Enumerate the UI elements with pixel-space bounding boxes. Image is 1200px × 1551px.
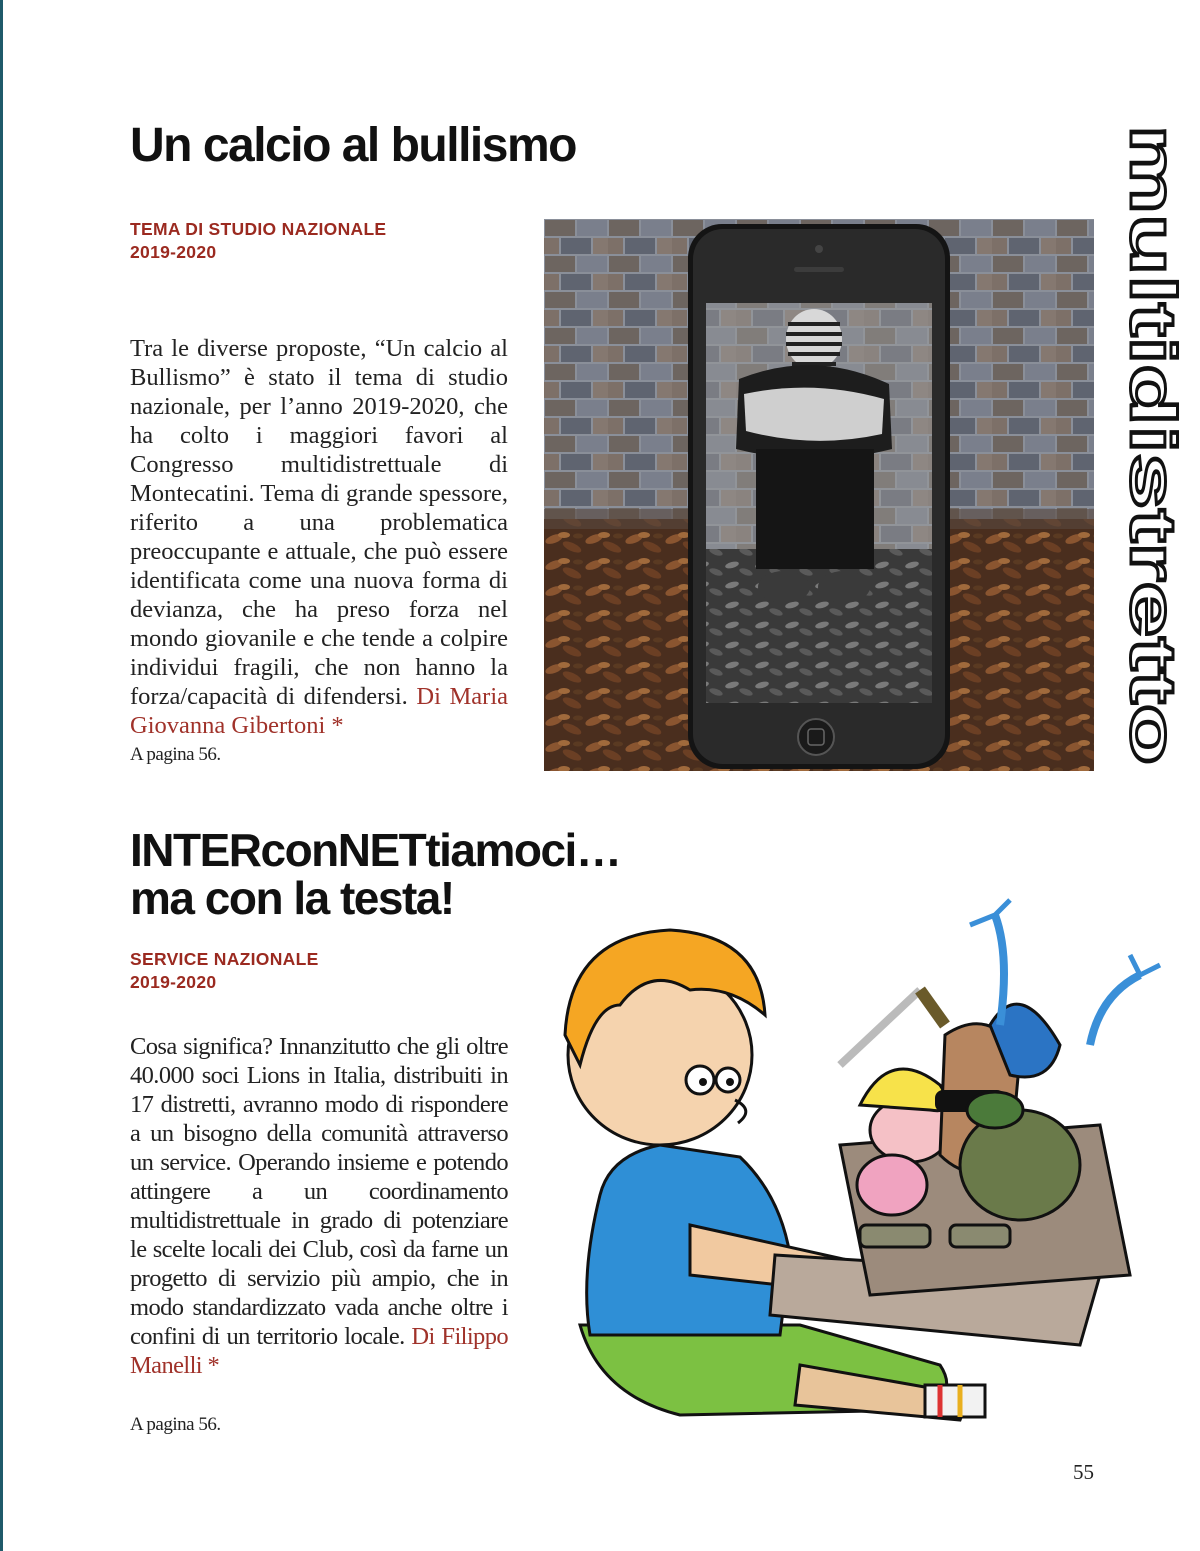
article-body-bullismo [130, 334, 508, 740]
article-author: Di Maria Giovanna Gibertoni * [130, 683, 508, 739]
kicker-year: 2019-2020 [130, 242, 217, 262]
body-text: Tra le diverse proposte, “Un calcio al Bullismo” è stato il tema di studio nazionale, per l’anno 2019-2020, che ha colto i maggiori favori al Congresso multidistrettuale di Montecatini. Tema di grande spessore, riferito a una problematica preoccupante e attuale, che può essere identificata come una nuova forma di devianza, che ha preso forza nel mondo giovanile e che tende a colpire individui fragili, che non hanno la forza/capacità di difendersi. [130, 335, 508, 710]
page-reference: A pagina 56. [130, 1414, 221, 1435]
article-kicker-bullismo [130, 218, 386, 264]
page-reference: A pagina 56. [130, 744, 221, 765]
page-edge-stripe [0, 0, 3, 1551]
kicker-label: SERVICE NAZIONALE [130, 949, 319, 969]
kicker-year: 2019-2020 [130, 972, 217, 992]
kicker-label: TEMA DI STUDIO NAZIONALE [130, 219, 387, 239]
article-author: Di Filippo Manelli * [130, 1323, 509, 1379]
section-label-text: multidistretto [1117, 125, 1189, 534]
article-kicker-service [130, 948, 319, 994]
cartoon-boy-laptop-illustration [540, 895, 1200, 1435]
page-number: 55 [1073, 1460, 1094, 1484]
article-body-service [130, 1032, 508, 1380]
title-line: INTERconNETtiamoci… [130, 824, 621, 876]
body-text: Cosa significa? Innanzitutto che gli oltre 40.000 soci Lions in Italia, distribuiti in 17 distretti, avranno modo di rispondere a un bisogno della comunità attraverso un service. Operando insieme e potendo attingere a un coordinamento multidistrettuale in grado di potenziare le scelte locali dei Club, così da farne un progetto di servizio più ampio, che in modo standardizzato vada anche oltre i confini di un territorio locale. [130, 1033, 508, 1350]
section-label-vertical [1107, 125, 1189, 765]
article-title-bullismo: Un calcio al bullismo [130, 119, 576, 172]
title-line: ma con la testa! [130, 872, 454, 924]
bullying-phone-photo [544, 219, 1094, 771]
